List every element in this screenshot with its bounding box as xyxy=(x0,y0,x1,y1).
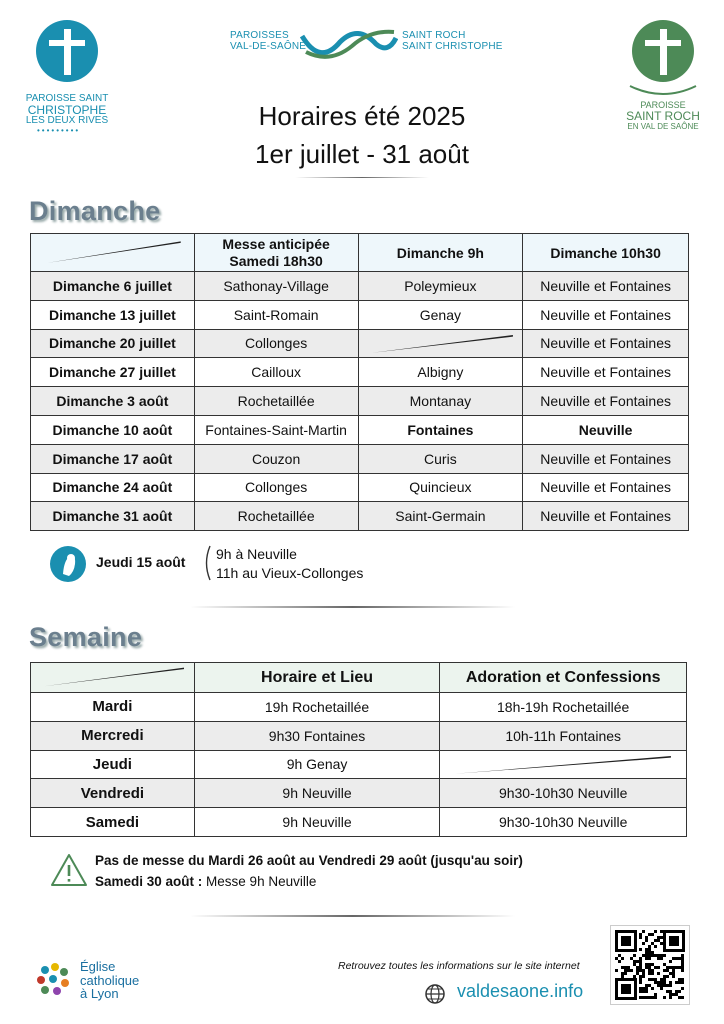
header-sunday-9: Dimanche 9h xyxy=(358,234,523,272)
left-logo-line3: LES DEUX RIVES xyxy=(25,115,109,126)
sunday-date: Dimanche 20 juillet xyxy=(31,329,195,358)
church-lyon-icon xyxy=(33,960,75,1002)
sunday-1030-mass: Neuville et Fontaines xyxy=(523,502,689,531)
week-mass: 9h30 Fontaines xyxy=(194,721,440,750)
week-day: Mardi xyxy=(31,693,195,722)
sunday-1030-mass: Neuville et Fontaines xyxy=(523,272,689,301)
sunday-saturday-mass: Cailloux xyxy=(194,358,358,387)
notice-line2-bold: Samedi 30 août : xyxy=(95,874,203,889)
page-subtitle: 1er juillet - 31 août xyxy=(255,139,469,169)
header-saturday xyxy=(194,234,358,272)
right-logo-line1: PAROISSE xyxy=(640,100,686,110)
sunday-row xyxy=(31,415,689,444)
sunday-9h-mass: Montanay xyxy=(358,387,523,416)
week-adoration: 10h-11h Fontaines xyxy=(440,721,687,750)
sunday-section-title: Dimanche xyxy=(29,196,161,226)
week-adoration: 9h30-10h30 Neuville xyxy=(440,808,687,837)
week-day: Mercredi xyxy=(31,721,195,750)
sunday-date: Dimanche 6 juillet xyxy=(31,272,195,301)
week-row xyxy=(31,750,687,779)
week-adoration: 9h30-10h30 Neuville xyxy=(440,779,687,808)
sunday-9h-mass: Genay xyxy=(358,300,523,329)
sunday-schedule-table xyxy=(30,233,689,531)
warning-icon xyxy=(50,852,88,888)
sunday-9h-mass: Albigny xyxy=(358,358,523,387)
right-logo-line3: EN VAL DE SAÔNE xyxy=(627,122,699,131)
week-section-title: Semaine xyxy=(29,622,143,652)
sunday-saturday-mass: Rochetaillée xyxy=(194,387,358,416)
sunday-row xyxy=(31,358,689,387)
week-mass: 19h Rochetaillée xyxy=(194,693,440,722)
center-logo-left-line1: PAROISSES xyxy=(230,30,289,41)
divider xyxy=(295,177,429,178)
sunday-saturday-mass: Saint-Romain xyxy=(194,300,358,329)
week-row xyxy=(31,779,687,808)
arc-decoration-icon xyxy=(628,84,698,98)
sunday-1030-mass: Neuville et Fontaines xyxy=(523,300,689,329)
sunday-date: Dimanche 24 août xyxy=(31,473,195,502)
sunday-row xyxy=(31,329,689,358)
sunday-1030-mass: Neuville et Fontaines xyxy=(523,444,689,473)
sunday-1030-mass: Neuville et Fontaines xyxy=(523,387,689,416)
mary-icon xyxy=(50,546,86,582)
sunday-saturday-mass: Collonges xyxy=(194,329,358,358)
sunday-1030-mass: Neuville et Fontaines xyxy=(523,329,689,358)
sunday-row xyxy=(31,387,689,416)
left-logo-line2: CHRISTOPHE xyxy=(27,103,107,117)
qr-code[interactable] xyxy=(610,925,690,1005)
bracket-icon xyxy=(202,545,212,581)
notice-line2-rest: Messe 9h Neuville xyxy=(202,874,317,889)
sunday-row xyxy=(31,300,689,329)
week-row xyxy=(31,693,687,722)
sunday-row xyxy=(31,444,689,473)
sunday-row xyxy=(31,502,689,531)
header-adoration: Adoration et Confessions xyxy=(440,663,687,693)
sunday-9h-mass: Curis xyxy=(358,444,523,473)
sunday-saturday-mass: Rochetaillée xyxy=(194,502,358,531)
week-day: Vendredi xyxy=(31,779,195,808)
week-mass: 9h Neuville xyxy=(194,808,440,837)
sunday-9h-mass: Quincieux xyxy=(358,473,523,502)
diagonal-cell xyxy=(440,750,687,779)
center-logo-right-line1: SAINT ROCH xyxy=(402,30,466,41)
sunday-date: Dimanche 3 août xyxy=(31,387,195,416)
sunday-date: Dimanche 31 août xyxy=(31,502,195,531)
center-logo-left-line2: VAL-DE-SAÔNE xyxy=(230,41,307,52)
week-row xyxy=(31,808,687,837)
church-line1: Église xyxy=(80,959,116,974)
dots-decoration: ••••••••• xyxy=(37,126,81,135)
church-line2: catholique xyxy=(80,972,140,988)
cross-icon-green xyxy=(632,20,694,82)
week-day: Samedi xyxy=(31,808,195,837)
wave-logo-icon xyxy=(300,22,398,64)
week-mass: 9h Neuville xyxy=(194,779,440,808)
sunday-saturday-mass: Fontaines-Saint-Martin xyxy=(194,415,358,444)
assumption-line1: 9h à Neuville xyxy=(216,546,297,562)
church-line3: à Lyon xyxy=(80,986,119,1001)
sunday-9h-mass: Fontaines xyxy=(358,415,523,444)
sunday-1030-mass: Neuville xyxy=(523,415,689,444)
center-logo-right-line2: SAINT CHRISTOPHE xyxy=(402,41,503,52)
sunday-saturday-mass: Collonges xyxy=(194,473,358,502)
diagonal-cell xyxy=(31,234,195,272)
diagonal-cell xyxy=(31,663,195,693)
left-logo-line1: PAROISSE SAINT xyxy=(25,93,109,104)
globe-icon xyxy=(424,983,446,1005)
assumption-label: Jeudi 15 août xyxy=(96,554,186,570)
page-title: Horaires été 2025 xyxy=(258,101,466,131)
sunday-header-row xyxy=(31,234,689,272)
week-header-row xyxy=(31,663,687,693)
divider xyxy=(190,606,515,608)
week-adoration: 18h-19h Rochetaillée xyxy=(440,693,687,722)
sunday-date: Dimanche 27 juillet xyxy=(31,358,195,387)
divider xyxy=(190,915,515,917)
sunday-9h-mass: Poleymieux xyxy=(358,272,523,301)
header-sunday-1030: Dimanche 10h30 xyxy=(523,234,689,272)
week-day: Jeudi xyxy=(31,750,195,779)
week-row xyxy=(31,721,687,750)
header-time-place: Horaire et Lieu xyxy=(194,663,440,693)
sunday-saturday-mass: Couzon xyxy=(194,444,358,473)
sunday-row xyxy=(31,272,689,301)
sunday-9h-mass: Saint-Germain xyxy=(358,502,523,531)
week-mass: 9h Genay xyxy=(194,750,440,779)
sunday-1030-mass: Neuville et Fontaines xyxy=(523,358,689,387)
sunday-date: Dimanche 13 juillet xyxy=(31,300,195,329)
footer-info: Retrouvez toutes les informations sur le site internet xyxy=(338,960,580,972)
cross-icon xyxy=(36,20,98,82)
header-saturday-line2: Samedi 18h30 xyxy=(229,252,323,269)
sunday-date: Dimanche 10 août xyxy=(31,415,195,444)
right-logo-line2: SAINT ROCH xyxy=(626,109,700,123)
website-link[interactable]: valdesaone.info xyxy=(457,981,584,1001)
notice-line1: Pas de messe du Mardi 26 août au Vendredi 29 août (jusqu'au soir) xyxy=(95,853,523,868)
diagonal-cell xyxy=(358,329,523,358)
header-saturday-line1: Messe anticipée xyxy=(222,235,330,252)
sunday-date: Dimanche 17 août xyxy=(31,444,195,473)
sunday-1030-mass: Neuville et Fontaines xyxy=(523,473,689,502)
sunday-saturday-mass: Sathonay-Village xyxy=(194,272,358,301)
assumption-line2: 11h au Vieux-Collonges xyxy=(216,565,364,581)
week-schedule-table xyxy=(30,662,687,837)
sunday-row xyxy=(31,473,689,502)
